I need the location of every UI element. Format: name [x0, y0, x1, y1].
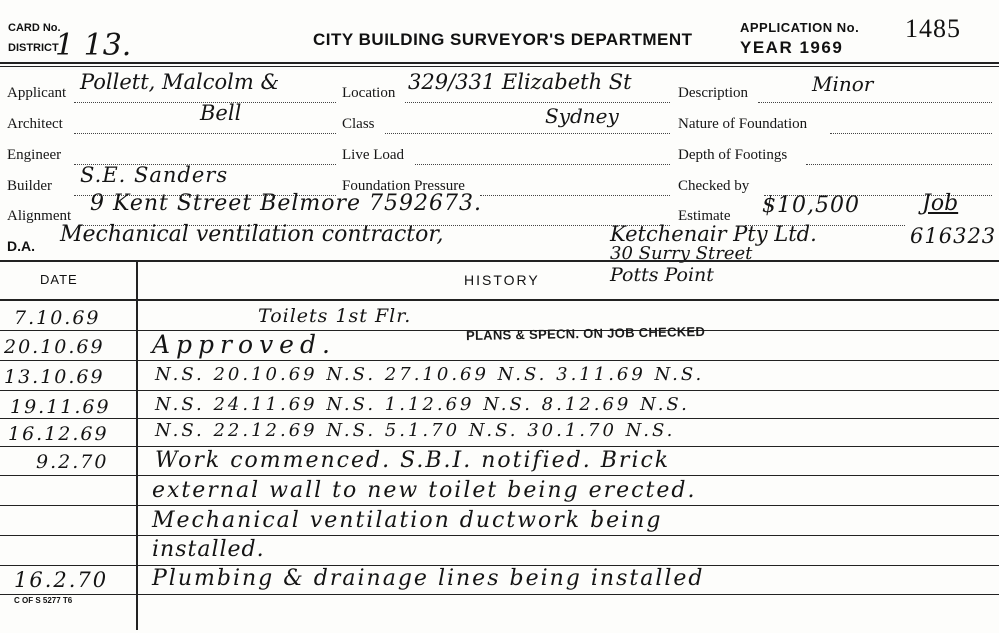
contractor-name: Ketchenair Pty Ltd.: [610, 222, 817, 246]
ruled-line: [0, 594, 999, 595]
estimate-value: $10,500: [762, 193, 860, 218]
nature-line: [830, 133, 992, 134]
history-date: 20.10.69: [4, 336, 105, 358]
location-value: 329/331 Elizabeth St: [408, 70, 632, 94]
depth-line: [806, 164, 992, 165]
history-date: 16.2.70: [14, 568, 109, 592]
history-date: 16.12.69: [8, 423, 109, 445]
architect-line: [74, 133, 336, 134]
description-value: Minor: [812, 72, 874, 96]
applicant-value: Pollett, Malcolm &: [80, 70, 280, 94]
live-load-line: [415, 164, 670, 165]
ruled-line: [0, 505, 999, 506]
location-line: [405, 102, 670, 103]
history-date: 13.10.69: [4, 366, 105, 388]
class-value: Sydney: [545, 104, 619, 128]
history-entry: N.S. 22.12.69 N.S. 5.1.70 N.S. 30.1.70 N.S.: [155, 420, 676, 441]
alignment-value: 9 Kent Street Belmore 7592673.: [90, 191, 482, 216]
ruled-line: [0, 360, 999, 361]
history-date: 9.2.70: [36, 451, 109, 473]
district-value: 1 13.: [55, 28, 132, 63]
history-column-header: HISTORY: [464, 272, 540, 288]
contractor-address-line2: Potts Point: [610, 264, 714, 286]
estimate-label: Estimate: [678, 208, 731, 224]
foundation-pressure-label: Foundation Pressure: [342, 178, 465, 194]
location-label: Location: [342, 85, 396, 101]
depth-of-footings-label: Depth of Footings: [678, 147, 788, 163]
ruled-line: [0, 535, 999, 536]
card-no-label: CARD No.: [8, 22, 61, 34]
job-label: Job: [922, 191, 959, 216]
application-number: 1485: [905, 14, 961, 43]
history-entry: installed.: [152, 537, 265, 562]
class-label: Class: [342, 116, 375, 132]
ruled-line: [0, 418, 999, 419]
history-entry: external wall to new toilet being erected.: [152, 478, 697, 503]
history-entry: N.S. 20.10.69 N.S. 27.10.69 N.S. 3.11.69 N.S.: [155, 364, 705, 385]
checked-by-label: Checked by: [678, 178, 750, 194]
department-title: CITY BUILDING SURVEYOR'S DEPARTMENT: [313, 30, 693, 49]
builder-label: Builder: [7, 178, 52, 194]
history-entry: Toilets 1st Flr.: [258, 305, 412, 327]
history-entry: N.S. 24.11.69 N.S. 1.12.69 N.S. 8.12.69 N.S.: [155, 394, 690, 415]
checked-stamp: PLANS & SPECN. ON JOB CHECKED: [465, 323, 706, 344]
history-entry: Plumbing & drainage lines being installed: [152, 566, 705, 591]
nature-of-foundation-label: Nature of Foundation: [678, 116, 808, 132]
ruled-line: [0, 475, 999, 476]
history-date: 7.10.69: [14, 307, 101, 329]
header-rule-inner: [0, 66, 999, 67]
contractor-address-line1: 30 Surry Street: [610, 243, 753, 264]
application-no-label: APPLICATION No.: [740, 20, 860, 35]
builder-value: S.E. Sanders: [80, 163, 229, 187]
da-value: Mechanical ventilation contractor,: [60, 222, 444, 247]
architect-label: Architect: [7, 116, 63, 132]
engineer-label: Engineer: [7, 147, 62, 163]
form-code: C OF S 5277 T6: [14, 596, 73, 605]
foundation-line: [480, 195, 670, 196]
live-load-label: Live Load: [342, 147, 405, 163]
job-number: 616323: [910, 224, 997, 248]
history-entry: Work commenced. S.B.I. notified. Brick: [155, 448, 671, 473]
history-header-rule: [0, 299, 999, 301]
class-line: [385, 133, 670, 134]
year-label: YEAR 1969: [740, 38, 844, 57]
history-entry: Mechanical ventilation ductwork being: [152, 508, 663, 533]
ruled-line: [0, 390, 999, 391]
history-entry: Approved.: [152, 330, 336, 359]
history-date: 19.11.69: [10, 396, 111, 418]
ruled-line: [0, 446, 999, 447]
applicant-label: Applicant: [7, 85, 67, 101]
date-column-header: DATE: [40, 272, 78, 287]
alignment-label: Alignment: [7, 208, 72, 224]
architect-value: Bell: [200, 101, 242, 125]
header-rule: [0, 62, 999, 64]
district-label: DISTRICT: [8, 42, 59, 54]
description-line: [758, 102, 992, 103]
da-label: D.A.: [7, 238, 35, 254]
description-label: Description: [678, 85, 748, 101]
history-top-rule: [0, 260, 999, 262]
